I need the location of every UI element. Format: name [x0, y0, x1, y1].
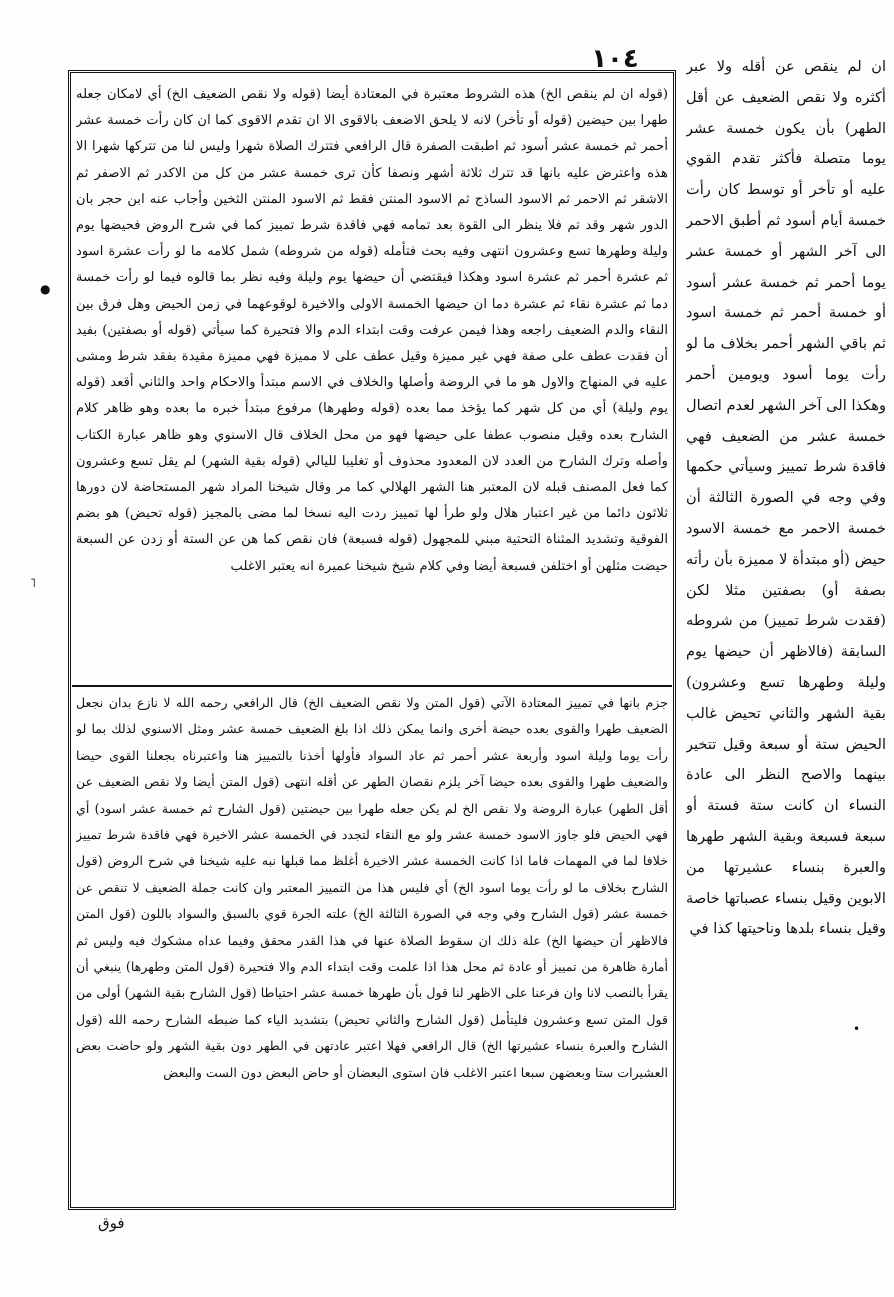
- section-divider: [72, 685, 672, 687]
- lower-commentary-text: جزم بانها في تمييز المعتادة الآتي (قول المتن ولا نقص الضعيف الخ) قال الرافعي رحمه الله لا نازع بدان نجعل الضعيف طهرا والقوى بعده حيضة أخرى وانما يمكن ذلك اذا بلغ الضعيف خمسة عشر ومثل الاسنوي لذلك بما لو رأت يوما وليلة اسود وأربعة عشر أحمر ثم عاد السواد فأولها أخذنا بالتمييز هنا واعتبرناه بجعلنا القوى حيضا والضعيف طهرا والقوى بعده حيضا آخر يلزم نقصان الطهر عن أقله انتهى (قول المتن أيضا ولا نقص الضعيف عن أقل الطهر) عبارة الروضة ولا نقص الخ لم يكن جعله طهرا بين حيضتين (قول الشارح ثم خمسة عشر اسود) أي فهي الحيض فلو جاوز الاسود خمسة عشر ولو مع النقاء لتجدد في الخمسة عشر الاخيرة فهي فاقدة شرط تمييز خلافا لما في المهمات فاما اذا كانت الخمسة عشر الاخيرة أغلظ مما قبلها نبه عليه شيخنا في شرح الروض (قول الشارح بخلاف ما لو رأت يوما اسود الخ) أي فليس هذا من التمييز المعتبر وان كانت جملة الضعيف لا تنقص عن خمسة عشر (قول الشارح وفي وجه في الصورة الثالثة الخ) علته الجرة قوي بالسبق والسواد باللون (قول المتن فالاظهر أن حيضها الخ) علة ذلك ان سقوط الصلاة عنها في هذا القدر محقق وفيما عداه مشكوك فيه وليس ثم أمارة ظاهرة من تمييز أو عادة ثم محل هذا اذا علمت وقت ابتداء الدم والا فتحيرة (قول المتن وطهرها) ينبغي أن يقرأ بالنصب لانا وان فرعنا على الاظهر لنا قول بأن طهرها خمسة عشر احتياطا (قول الشارح بقية الشهر) أولى من قول المتن تسع وعشرون فليتأمل (قول الشارح والثاني تحيض) بتشديد الياء كما ضبطه الشارح رحمه الله (قول الشارح والعبرة بنساء عشيرتها الخ) قال الرافعي فهلا اعتبر عادتهن في الطهر دون بقية الشهر ولو حاضت بعض العشيرات ستا وبعضهن سبعا اعتبر الاغلب فان استوى البعضان أو حاض البعض دون الست والبعض: [76, 695, 668, 1080]
- margin-main-text: ان لم ينقص عن أقله ولا عبر أكثره ولا نقص الضعيف عن أقل الطهر) بأن يكون خمسة عشر يوما متصلة فأكثر تقدم القوي عليه أو تأخر أو توسط كان رأت خمسة أيام أسود ثم أطبق الاحمر الى آخر الشهر أو خمسة عشر يوما أحمر ثم خمسة عشر أسود أو خمسة أحمر ثم خمسة اسود ثم باقي الشهر أحمر بخلاف ما لو رأت يوما أسود ويومين أحمر وهكذا الى آخر الشهر لعدم اتصال خمسة عشر من الضعيف فهي فاقدة شرط تمييز وسيأتي حكمها وفي وجه في الصورة الثالثة أن خمسة الاحمر مع خمسة الاسود حيض (أو مبتدأة لا مميزة بأن رأته بصفة أو) بصفتين مثلا لكن (فقدت شرط تمييز) من شروطه السابقة (فالاظهر أن حيضها يوم وليلة وطهرها تسع وعشرون) بقية الشهر والثاني تحيض غالب الحيض ستة أو سبعة وقيل تتخير بينهما والاصح النظر الى عادة النساء ان كانت ستة فستة أو سبعة فسبعة وبقية الشهر طهرها والعبرة بنساء عشيرتها من الابوين وقيل بنساء عصباتها خاصة وقيل بنساء بلدها وناحيتها كذا في: [686, 58, 886, 938]
- catchword: فوق: [98, 1214, 125, 1232]
- main-commentary-text: (قوله ان لم ينقص الخ) هذه الشروط معتبرة في المعتادة أيضا (قوله ولا نقص الضعيف الخ) أي لامكان جعله طهرا بين حيضين (قوله أو تأخر) لانه لا يلحق الاضعف بالاقوى الا ان تقدم الاقوى كما ان كان رأت خمسة عشر أحمر ثم خمسة عشر أسود ثم اطبقت الصفرة قال الرافعي فتترك الصلاة شهرا وليس لنا من تتركها شهرا الا هذه واعترض عليه بانها قد تترك ثلاثة أشهر ونصفا كأن ترى خمسة عشر من كل من الاكدر ثم الاصفر ثم الاشقر ثم الاحمر ثم الاسود الساذج ثم الاسود المنتن فقط ثم الاسود المنتن الثخين وأجاب عنه ابن حجر بان الدور شهر وقد تم فلا ينظر الى القوة بعد تمامه فهي فاقدة شرط تمييز كما في شرح الروض فحيضها يوم وليلة وطهرها تسع وعشرون انتهى وفيه بحث فتأمله (قوله من شروطه) شمل كلامه ما لو رأت عشرة اسود ثم عشرة أحمر ثم عشرة اسود وهكذا فيقتضي أن حيضها يوم وليلة وفيه نظر بما قالوه فيما لو رأت خمسة دما ثم عشرة نقاء ثم عشرة دما ان حيضها الخمسة الاولى والاخيرة لوقوعهما في زمن الحيض وهل فرق بين النقاء والدم الضعيف راجعه وهذا فيمن عرفت وقت ابتداء الدم والا فتحيرة كما سيأتي (قوله أو بصفتين) بفيد أن فقدت عطف على صفة فهي غير مميزة وقيل عطف على لا مميزة فهي مميزة مقيدة بفقد شرط ومشى عليه في المنهاج والاول هو ما في الروضة وأصلها والخلاف في الاسم مبتدأ والاحكام واحد والثاني أقعد (قوله يوم وليلة) أي من كل شهر كما يؤخذ مما بعده (قوله وطهرها) مرفوع مبتدأ خبره ما بعده وهو ظاهر كلام الشارح بعده وقيل منصوب عطفا على حيضها فهو من محل الخلاف قال الاسنوي وهو ظاهر عبارة الكتاب وأصله وترك الشارح من العدد لان المعدود محذوف أو تغليبا لليالي (قوله بقية الشهر) لم يقل تسع وعشرون كما فعل المصنف قبله لان المعتبر هنا الشهر الهلالي كما مر وقال شيخنا المراد شهر المستحاضة لان دورها ثلاثون دائما من غير اعتبار هلال ولو طرأ لها تمييز ردت اليه نسخا لما مضى بالمجيز (قوله تحيض) هو بضم الفوقية وتشديد المثناة التحتية مبني للمجهول (قوله فسبعة) فان نقص كما هن عن الستة أو زدن عن السبعة حيضت مثلهن أو اختلفن فسبعة أيضا وفي كلام شيخ شيخنا عميرة انه يعتبر الاغلب: [76, 87, 668, 574]
- page-number: ١٠٤: [591, 44, 639, 74]
- margin-dot-mark-right: •: [853, 1022, 861, 1036]
- margin-tick-mark: ˥: [30, 576, 36, 590]
- margin-dot-mark: ●: [40, 282, 51, 296]
